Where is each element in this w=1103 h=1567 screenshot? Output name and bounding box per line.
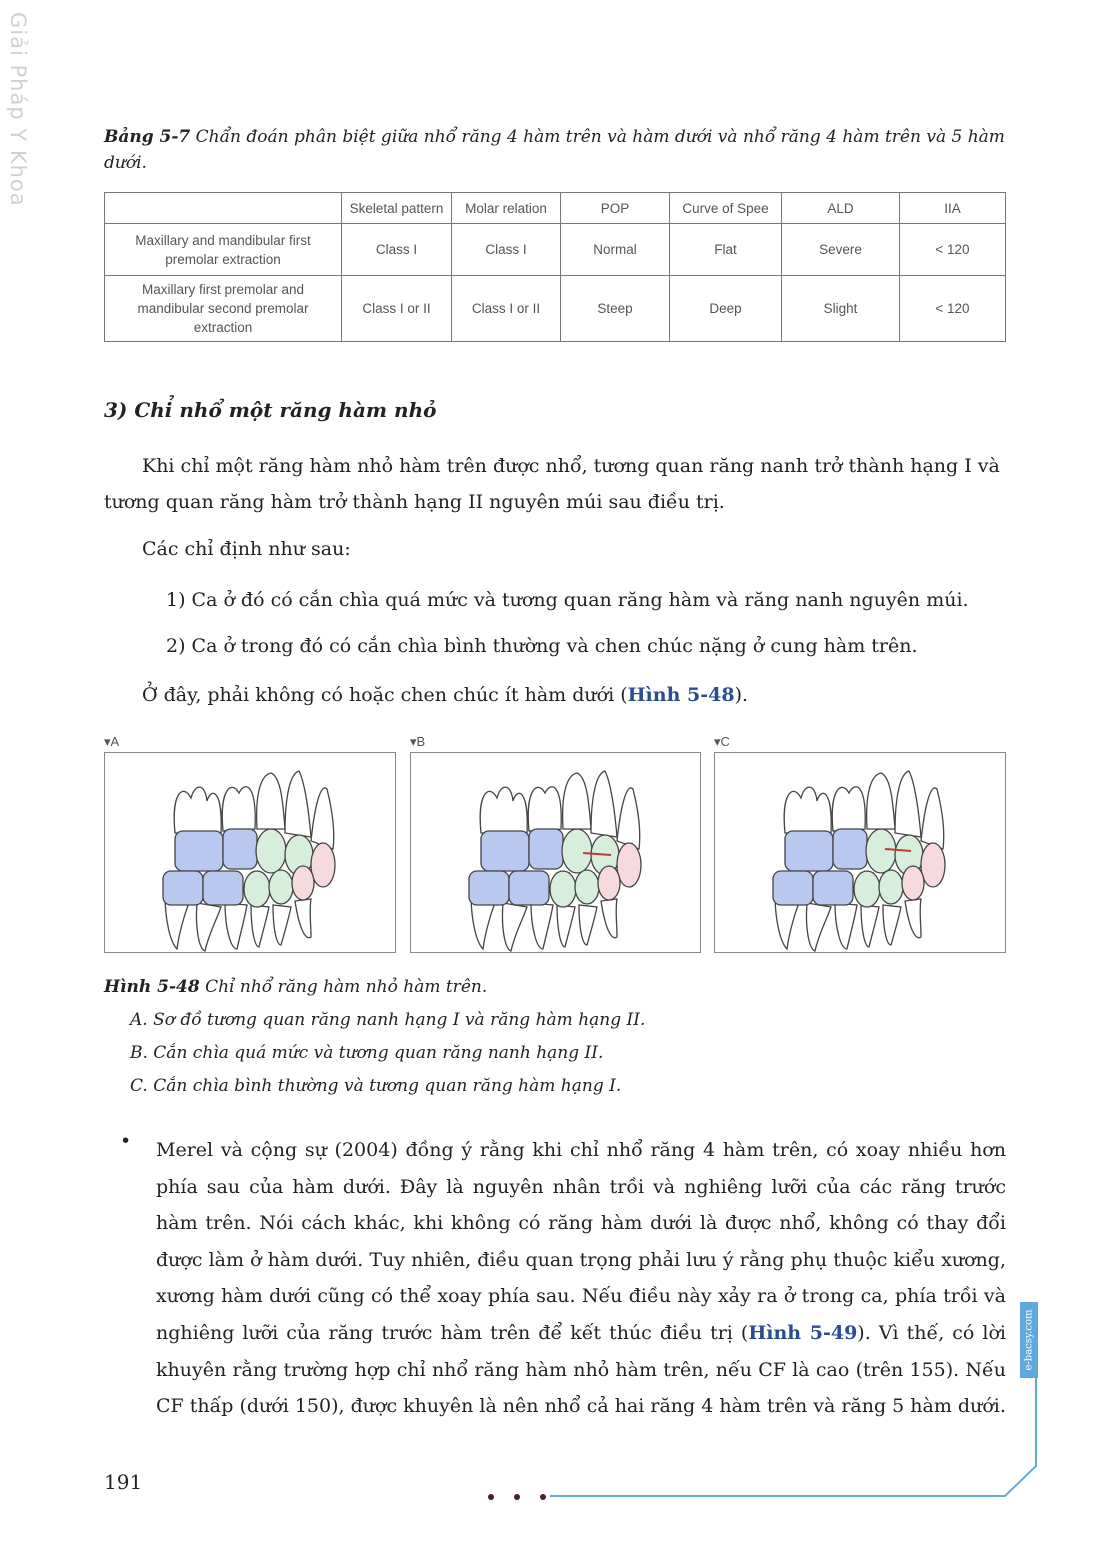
panel-label: ▾B (410, 734, 426, 749)
table-cell: Deep (670, 276, 782, 342)
paragraph-1: Khi chỉ một răng hàm nhỏ hàm trên được nhổ, tương quan răng nanh trở thành hạng I và tương quan răng hàm trở thành hạng II nguyên múi sau điều trị. (104, 455, 1000, 513)
page-accent-line (550, 1376, 1050, 1506)
table-header-cell: Skeletal pattern (342, 193, 452, 224)
paragraph-2: Các chỉ định như sau: (142, 538, 351, 560)
table-cell: Class I or II (452, 276, 561, 342)
teeth-illustration (105, 753, 395, 952)
figure-panel-c (714, 734, 1006, 953)
watermark-text: e-bacsy.com (1023, 1309, 1035, 1371)
figure-link-5-48[interactable]: Hình 5-48 (627, 684, 735, 706)
table-cell: Steep (561, 276, 670, 342)
table-caption (104, 124, 1009, 176)
figure-panel-b (410, 734, 701, 953)
figure-caption-a: A. Sơ đồ tương quan răng nanh hạng I và răng hàm hạng II. (130, 1010, 646, 1030)
figure-caption-b: B. Cắn chìa quá mức và tương quan răng nanh hạng II. (130, 1043, 604, 1063)
table-header-cell: IIA (900, 193, 1006, 224)
page-dot (540, 1494, 546, 1500)
figure-panel-a (104, 734, 396, 953)
bullet-text-1: Merel và cộng sự (2004) đồng ý rằng khi chỉ nhổ răng 4 hàm trên, có xoay nhiều hơn phía sau của hàm dưới. Đây là nguyên nhân trồi và nghiêng lưỡi của các răng trước hàm trên. Nói cách khác, khi không có răng hàm dưới là được nhổ, không có thay đổi được làm ở hàm dưới. Tuy nhiên, điều quan trọng phải lưu ý rằng phụ thuộc kiểu xương, xương hàm dưới cũng có thể xoay phía sau. Nếu điều này xảy ra ở trong ca, phía trồi và nghiêng lưỡi của răng trước hàm trên để kết thúc điều trị ( (156, 1139, 1006, 1344)
table-row (105, 276, 1006, 342)
table-header-row (105, 193, 1006, 224)
table-cell: Class I or II (342, 276, 452, 342)
paragraph-3 (104, 677, 1009, 713)
table-cell: < 120 (900, 224, 1006, 276)
table-cell: Class I (342, 224, 452, 276)
table-cell: Maxillary and mandibular first premolar extraction (105, 224, 342, 276)
page-number: 191 (104, 1470, 143, 1494)
teeth-illustration (715, 753, 1005, 952)
diagnosis-table (104, 192, 1006, 342)
panel-label: ▾C (714, 734, 730, 749)
figure-caption (104, 971, 645, 1103)
figure-caption-label: Hình 5-48 (104, 977, 200, 997)
table-cell: Severe (782, 224, 900, 276)
figure-link-5-49[interactable]: Hình 5-49 (748, 1321, 858, 1344)
table-header-cell: POP (561, 193, 670, 224)
table-caption-text: Chẩn đoán phân biệt giữa nhổ răng 4 hàm trên và hàm dưới và nhổ răng 4 hàm trên và 5 hàm dưới. (104, 127, 1005, 173)
table-cell: Maxillary first premolar and mandibular second premolar extraction (105, 276, 342, 342)
bullet-text-2: ). Vì thế, có lời khuyên rằng trường hợp chỉ nhổ răng hàm nhỏ hàm trên, nếu CF là cao (trên 155). Nếu CF thấp (dưới 150), được khuyên là nên nhổ cả hai răng 4 hàm trên và răng 5 hàm dưới. (156, 1321, 1006, 1418)
table-cell: Class I (452, 224, 561, 276)
dental-diagram (410, 752, 701, 953)
figure-caption-title (104, 971, 645, 1004)
page-dot (488, 1494, 494, 1500)
dental-diagram (104, 752, 396, 953)
page-dot (514, 1494, 520, 1500)
table-header-cell: ALD (782, 193, 900, 224)
table-header-cell: Molar relation (452, 193, 561, 224)
table-caption-label: Bảng 5-7 (104, 127, 191, 147)
paragraph-3-text: Ở đây, phải không có hoặc chen chúc ít hàm dưới ( (142, 684, 628, 706)
bullet-icon: • (120, 1130, 132, 1152)
figure-caption-text: Chỉ nhổ răng hàm nhỏ hàm trên. (199, 977, 488, 997)
list-item-1: 1) Ca ở đó có cắn chìa quá mức và tương quan răng hàm và răng nanh nguyên múi. (166, 589, 969, 611)
paragraph-3-end: ). (734, 684, 749, 706)
table-cell: Slight (782, 276, 900, 342)
table-header-cell (105, 193, 342, 224)
table-cell: < 120 (900, 276, 1006, 342)
teeth-illustration (411, 753, 700, 952)
table-row (105, 224, 1006, 276)
table-cell: Normal (561, 224, 670, 276)
list-item-2: 2) Ca ở trong đó có cắn chìa bình thường và chen chúc nặng ở cung hàm trên. (166, 635, 918, 657)
dental-diagram (714, 752, 1006, 953)
table-cell: Flat (670, 224, 782, 276)
panel-label: ▾A (104, 734, 120, 749)
side-label: Giải Pháp Y Khoa (6, 12, 30, 207)
figure-caption-c: C. Cắn chìa bình thường và tương quan răng hàm hạng I. (130, 1076, 622, 1096)
section-title: 3) Chỉ nhổ một răng hàm nhỏ (104, 398, 437, 422)
table-header-cell: Curve of Spee (670, 193, 782, 224)
